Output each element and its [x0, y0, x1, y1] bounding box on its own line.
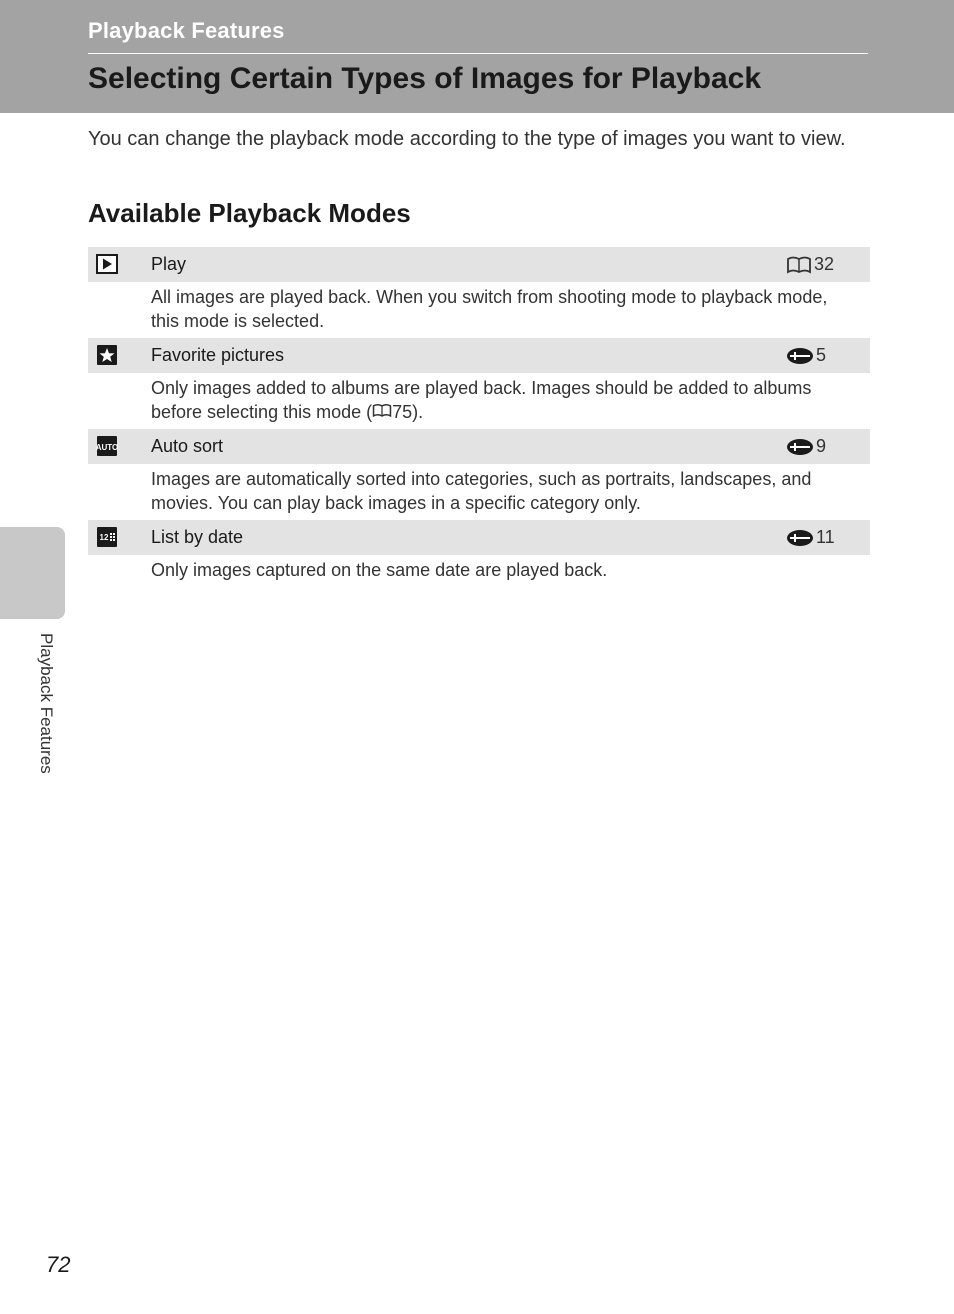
reference-section-icon — [786, 347, 814, 365]
mode-name: Favorite pictures — [151, 345, 285, 365]
reference-section-icon — [786, 529, 814, 547]
side-tab-label: Playback Features — [37, 633, 56, 774]
mode-page-reference[interactable] — [786, 526, 835, 549]
list-by-date-icon-text: 12 — [99, 533, 109, 542]
mode-page-reference[interactable] — [786, 344, 826, 367]
book-icon — [372, 403, 392, 418]
section-label: Playback Features — [88, 18, 285, 43]
list-by-date-icon — [96, 526, 118, 548]
mode-name: Play — [151, 254, 187, 274]
page-number: 72 — [46, 1252, 71, 1277]
page-title: Selecting Certain Types of Images for Playback — [88, 62, 762, 95]
mode-name: List by date — [151, 527, 244, 547]
reference-page-number: 32 — [814, 254, 835, 274]
description-text: Only images added to albums are played back. Images should be added to albums before selecting this mode ( — [151, 378, 812, 422]
auto-sort-icon — [96, 435, 118, 457]
reference-page-number: 11 — [816, 527, 835, 547]
reference-page-number: 5 — [816, 345, 827, 365]
description-reference-page[interactable]: 75 — [392, 402, 413, 422]
mode-page-reference[interactable] — [786, 435, 826, 458]
intro-paragraph: You can change the playback mode according to the type of images you want to view. — [88, 128, 846, 150]
mode-row-play — [88, 247, 870, 282]
play-icon — [96, 253, 118, 275]
mode-page-reference[interactable] — [786, 253, 834, 276]
book-icon — [786, 256, 812, 274]
mode-row-list-by-date — [88, 520, 870, 555]
header-band — [0, 0, 954, 113]
chapter-side-tab[interactable] — [0, 527, 65, 619]
reference-section-icon — [786, 438, 814, 456]
mode-description: Images are automatically sorted into categories, such as portraits, landscapes, and movies. You can play back images in a specific category only. — [151, 469, 812, 513]
favorite-star-icon — [96, 344, 118, 366]
mode-description — [88, 373, 870, 429]
mode-description: Only images captured on the same date are played back. — [151, 560, 608, 580]
mode-description: All images are played back. When you switch from shooting mode to playback mode, this mode is selected. — [151, 287, 828, 331]
section-heading: Available Playback Modes — [88, 198, 411, 228]
mode-row-favorite-pictures — [88, 338, 870, 373]
header-divider — [88, 53, 868, 54]
description-text-end: ). — [412, 402, 424, 422]
reference-page-number: 9 — [816, 436, 827, 456]
mode-name: Auto sort — [151, 436, 224, 456]
mode-row-auto-sort — [88, 429, 870, 464]
auto-sort-icon-text: AUTO — [95, 443, 119, 452]
playback-modes-table — [88, 247, 870, 595]
